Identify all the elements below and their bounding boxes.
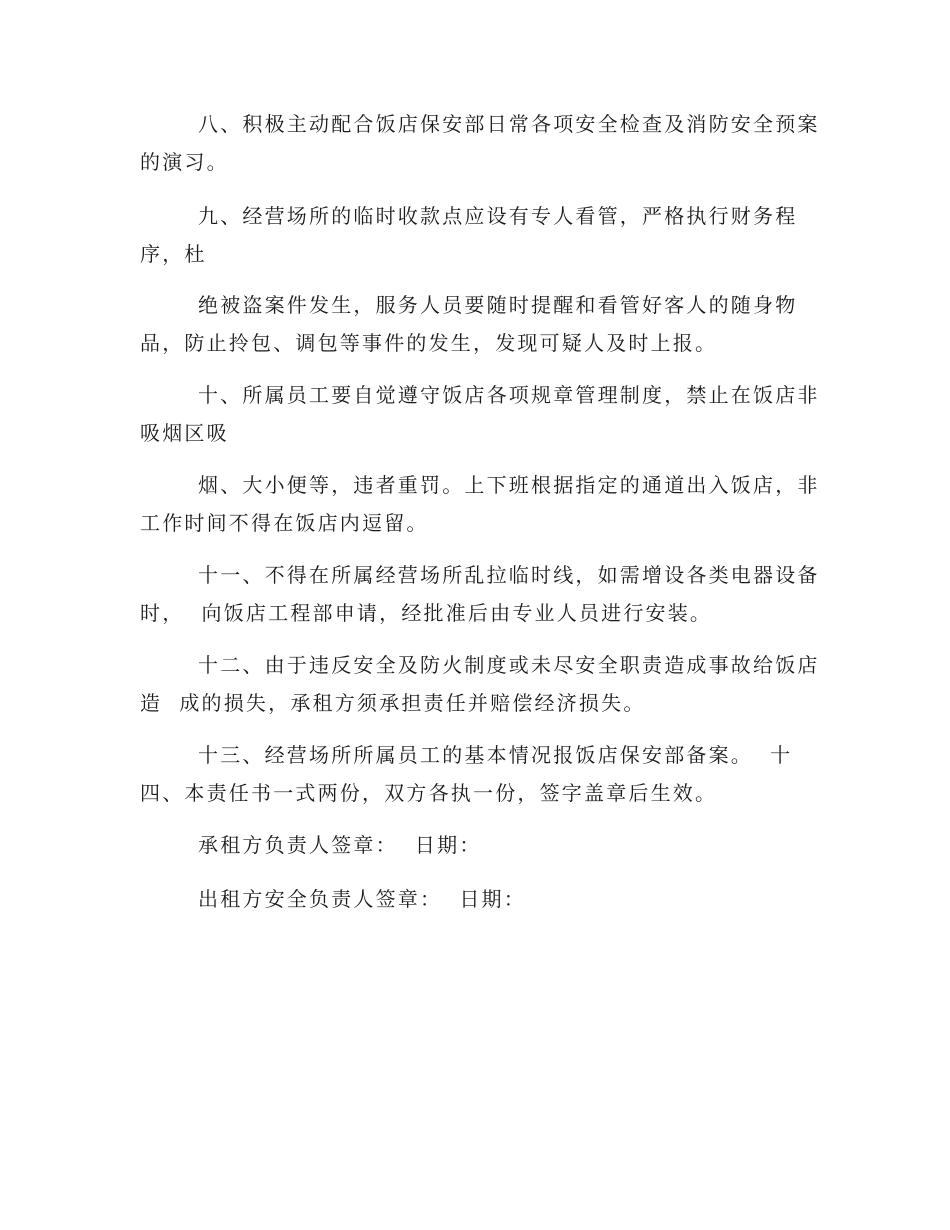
clause-line: 造 成的损失，承租方须承担责任并赔偿经济损失。 bbox=[140, 691, 646, 715]
clause-10-part-2 bbox=[140, 466, 820, 542]
clause-line: 的演习。 bbox=[140, 150, 229, 174]
clause-line: 吸烟区吸 bbox=[140, 421, 229, 445]
tenant-signature-line bbox=[140, 826, 820, 864]
clause-line: 品，防止拎包、调包等事件的发生，发现可疑人及时上报。 bbox=[140, 331, 718, 355]
clause-12 bbox=[140, 646, 820, 722]
clause-line: 烟、大小便等，违者重罚。上下班根据指定的通道出入饭店，非 bbox=[198, 473, 820, 497]
landlord-signature-label: 出租方安全负责人签章： 日期： bbox=[198, 887, 526, 911]
clause-13-14 bbox=[140, 736, 820, 812]
clause-line: 九、经营场所的临时收款点应设有专人看管，严格执行财务程 bbox=[198, 204, 798, 228]
clause-line: 四、本责任书一式两份，双方各执一份，签字盖章后生效。 bbox=[140, 781, 718, 805]
clause-line: 十一、不得在所属经营场所乱拉临时线，如需增设各类电器设备 bbox=[198, 563, 820, 587]
tenant-signature-label: 承租方负责人签章： 日期： bbox=[198, 833, 482, 857]
clause-line: 时， 向饭店工程部申请，经批准后由专业人员进行安装。 bbox=[140, 601, 713, 625]
clause-line: 序，杜 bbox=[140, 242, 207, 266]
clause-line: 绝被盗案件发生，服务人员要随时提醒和看管好客人的随身物 bbox=[198, 293, 798, 317]
clause-10-part-1 bbox=[140, 376, 820, 452]
clause-line: 八、积极主动配合饭店保安部日常各项安全检查及消防安全预案 bbox=[198, 112, 820, 136]
clause-9-part-1 bbox=[140, 197, 820, 273]
clause-line: 十、所属员工要自觉遵守饭店各项规章管理制度，禁止在饭店非 bbox=[198, 383, 820, 407]
clause-line: 十二、由于违反安全及防火制度或未尽安全职责造成事故给饭店 bbox=[198, 653, 820, 677]
clause-8 bbox=[140, 105, 820, 181]
landlord-signature-line bbox=[140, 880, 820, 918]
clause-9-part-2 bbox=[140, 286, 820, 362]
clause-11 bbox=[140, 556, 820, 632]
clause-line: 工作时间不得在饭店内逗留。 bbox=[140, 511, 429, 535]
clause-line: 十三、经营场所所属员工的基本情况报饭店保安部备案。 十 bbox=[198, 743, 793, 767]
